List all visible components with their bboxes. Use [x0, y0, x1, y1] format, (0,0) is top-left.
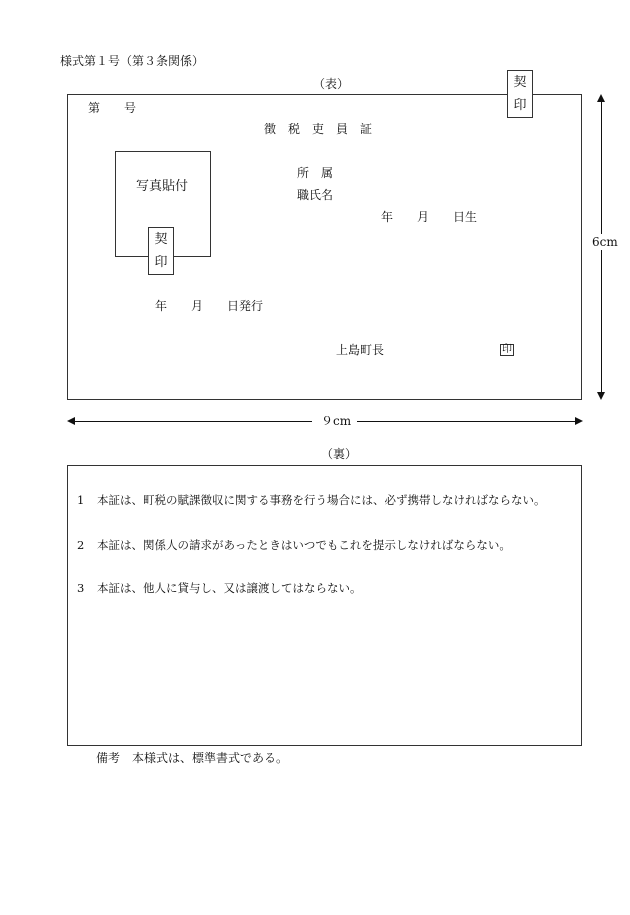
certificate-number: 第 号 — [88, 101, 137, 115]
width-dimension-line-right — [357, 421, 575, 422]
back-item-3-text: 本証は、他人に貸与し、又は譲渡してはならない。 — [97, 581, 362, 595]
back-item-2-number: 2 — [77, 538, 85, 552]
footer-note: 備考 本様式は、標準書式である。 — [96, 751, 289, 765]
front-label: （表） — [313, 77, 350, 91]
back-item-3-number: 3 — [77, 581, 85, 595]
corner-seal — [507, 70, 533, 118]
seal-char-2: 印 — [513, 98, 527, 113]
photo-label: 写真貼付 — [136, 179, 189, 194]
back-label: （裏） — [321, 447, 358, 461]
photo-seal — [148, 227, 174, 275]
arrow-down-icon — [597, 392, 605, 400]
seal-char-1: 契 — [513, 75, 527, 90]
certificate-title: 徴 税 吏 員 証 — [264, 122, 373, 136]
arrow-left-icon — [67, 417, 75, 425]
name-label: 職氏名 — [297, 188, 334, 202]
birth-date: 年 月 日生 — [381, 210, 478, 224]
affiliation-label: 所 属 — [297, 166, 334, 180]
back-item-1-number: 1 — [77, 493, 85, 507]
arrow-up-icon — [597, 94, 605, 102]
form-label: 様式第１号（第３条関係） — [60, 54, 205, 68]
seal-char-2: 印 — [154, 255, 168, 270]
width-dimension-line-left — [72, 421, 312, 422]
front-card — [67, 94, 582, 400]
issuer-stamp: 印 — [502, 344, 512, 355]
issue-date: 年 月 日発行 — [155, 299, 264, 313]
width-dimension-label: ９cm — [321, 414, 352, 428]
issuer-name: 上島町長 — [336, 343, 385, 357]
back-card — [67, 465, 582, 746]
back-item-2-text: 本証は、関係人の請求があったときはいつでもこれを提示しなければならない。 — [97, 538, 511, 552]
seal-char-1: 契 — [154, 232, 168, 247]
arrow-right-icon — [575, 417, 583, 425]
back-item-1-text: 本証は、町税の賦課徴収に関する事務を行う場合には、必ず携帯しなければならない。 — [97, 493, 546, 507]
height-dimension-label: 6cm — [592, 235, 618, 249]
